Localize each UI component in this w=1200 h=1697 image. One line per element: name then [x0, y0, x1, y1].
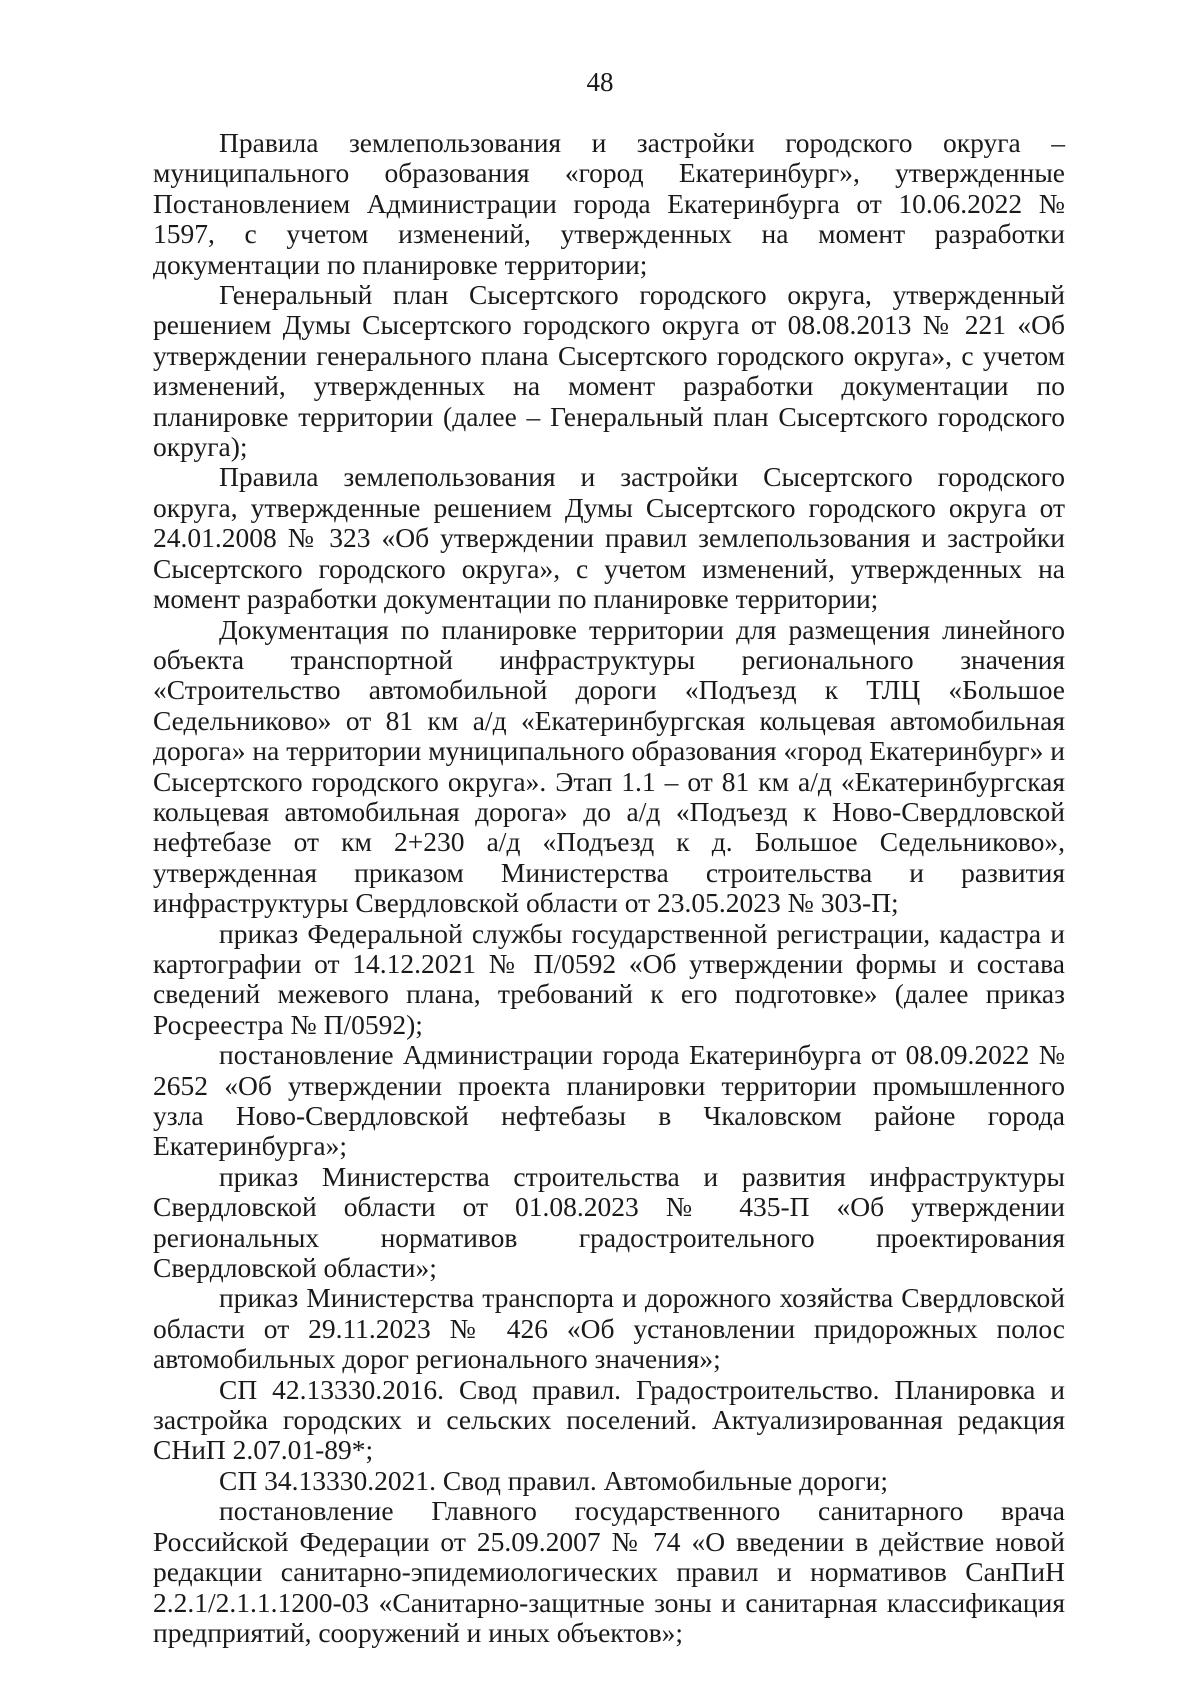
- paragraph-pzz-sysert: Правила землепользования и застройки Сысертского городского округа, утвержденные решением Думы Сысертского городского округа от 24.01.2008 № 323 «Об утверждении правил землепользования и застройки Сысертского городского округа», с учетом изменений, утвержденных на момент разработки документации по планировке территории;: [153, 461, 1065, 615]
- paragraph-sp-34: СП 34.13330.2021. Свод правил. Автомобильные дороги;: [219, 1464, 888, 1496]
- document-body: [153, 128, 1065, 1648]
- paragraph-planning-documentation: Документация по планировке территории для размещения линейного объекта транспортной инфраструктуры регионального значения «Строительство автомобильной дороги «Подъезд к ТЛЦ «Большое Седельниково» от 81 км а/д «Екатеринбургская кольцевая автомобильная дорога» на территории муниципального образования «город Екатеринбург» и Сысертского городского округа». Этап 1.1 – от 81 км а/д «Екатеринбургская кольцевая автомобильная дорога» до а/д «Подъезд к Ново-Свердловской нефтебазе от км 2+230 а/д «Подъезд к д. Большое Седельниково», утвержденная приказом Министерства строительства и развития инфраструктуры Свердловской области от 23.05.2023 № 303-П;: [153, 613, 1065, 919]
- paragraph-rosreestr-order: приказ Федеральной службы государственной регистрации, кадастра и картографии от 14.12.2021 № П/0592 «Об утверждении формы и состава сведений межевого плана, требований к его подготовке» (далее приказ Росреестра № П/0592);: [153, 917, 1065, 1040]
- paragraph-ekb-resolution-2652: постановление Администрации города Екатеринбурга от 08.09.2022 № 2652 «Об утверждении проекта планировки территории промышленного узла Ново-Свердловской нефтебазы в Чкаловском районе города Екатеринбурга»;: [153, 1039, 1065, 1162]
- paragraph-sanpin-resolution: постановление Главного государственного санитарного врача Российской Федерации от 25.09.2007 № 74 «О введении в действие новой редакции санитарно-эпидемиологических правил и нормативов СанПиН 2.2.1/2.1.1.1200-03 «Санитарно-защитные зоны и санитарная классификация предприятий, сооружений и иных объектов»;: [153, 1495, 1065, 1648]
- paragraph-general-plan-sysert: Генеральный план Сысертского городского округа, утвержденный решением Думы Сысертского городского округа от 08.08.2013 № 221 «Об утверждении генерального плана Сысертского городского округа», с учетом изменений, утвержденных на момент разработки документации по планировке территории (далее – Генеральный план Сысертского городского округа);: [153, 279, 1065, 463]
- paragraph-sp-42: СП 42.13330.2016. Свод правил. Градостроительство. Планировка и застройка городских и сельских поселений. Актуализированная редакция СНиП 2.07.01-89*;: [153, 1373, 1065, 1466]
- page-number: 48: [586, 67, 614, 97]
- paragraph-regional-norms-order: приказ Министерства строительства и развития инфраструктуры Свердловской области от 01.08.2023 № 435-П «Об утверждении региональных нормативов градостроительного проектирования Свердловской области»;: [153, 1160, 1065, 1284]
- paragraph-roadside-strips-order: приказ Министерства транспорта и дорожного хозяйства Свердловской области от 29.11.2023 № 426 «Об установлении придорожных полос автомобильных дорог регионального значения»;: [153, 1282, 1065, 1375]
- paragraph-pzz-ekaterinburg: Правила землепользования и застройки городского округа – муниципального образования «город Екатеринбург», утвержденные Постановлением Администрации города Екатеринбурга от 10.06.2022 № 1597, с учетом изменений, утвержденных на момент разработки документации по планировке территории;: [153, 127, 1065, 280]
